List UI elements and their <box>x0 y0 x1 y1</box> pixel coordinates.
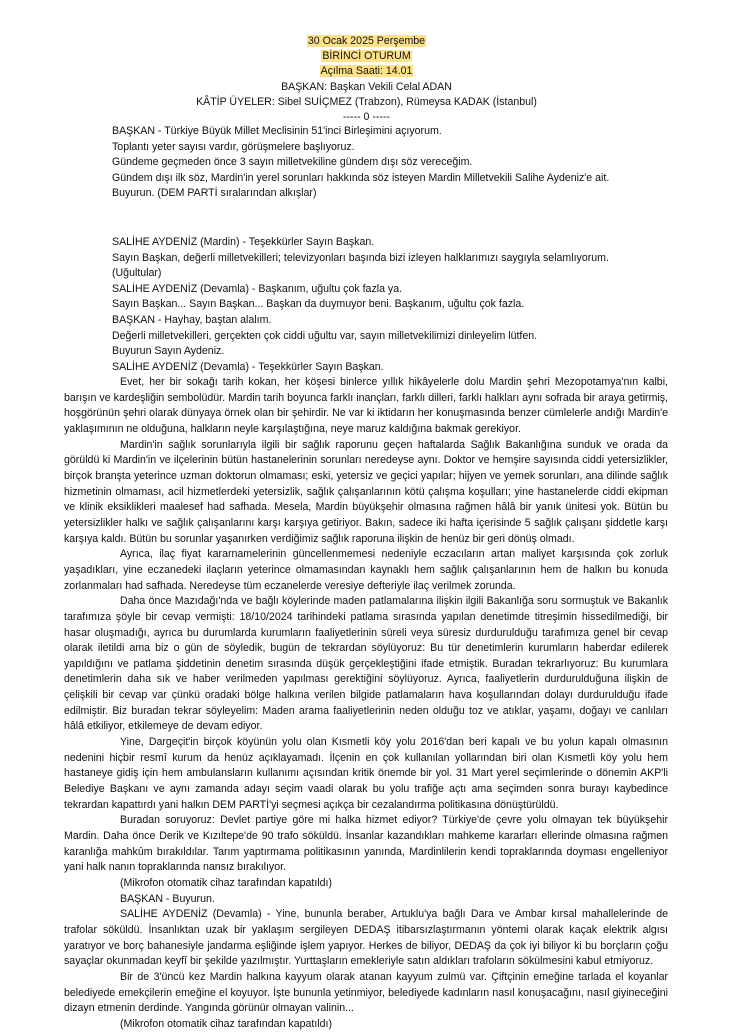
exchange-block <box>88 235 650 375</box>
speech-line: BAŞKAN - Hayhay, baştan alalım. <box>112 313 272 326</box>
mic-cut-note: (Mikrofon otomatik cihaz tarafından kapatıldı) <box>120 1017 332 1030</box>
chair-reply: BAŞKAN - Buyurun. <box>120 892 215 905</box>
speech-line: Sayın Başkan, değerli milletvekilleri; televizyonları başında bizi izleyen halklarımızı saygıyla selamlıyorum. <box>112 251 609 264</box>
separator: ----- 0 ----- <box>342 111 391 124</box>
speech-line: (Uğultular) <box>112 267 162 280</box>
speech-paragraph: Yine, Dargeçit'in birçok köyünün yolu olan Kısmetli köy yolu 2016'dan beri kapalı ve bu yolun kapalı olmasının nedenini hiçbir resmî kurum da henüz açıklayamadı. İlçenin en çok kullanılan yollarından biri olan Kısmetli köy yolu hem hastaneye gidiş için hem ambulansların kullanımı açısından kritik önemde bir yol. 31 Mart yerel seçimlerinde o dönemin AKP'li Belediye Başkanı ve aynı zamanda adayı seçim vaadi olarak bu yolu trafiğe açtı ama seçimden sonra burayı kaybedince tekrardan kapattırdı yani halkın DEM PARTİ'yi seçmesi açıkça bir cezalandırma politikasına dönüştürüldü. <box>64 736 668 811</box>
speech-paragraph: SALİHE AYDENİZ (Devamla) - Yine, bununla beraber, Artuklu'ya bağlı Dara ve Ambar kırsal mahallelerinde de trafolar söküldü. İnsanlıktan uzak bir yaklaşım sergileyen DEDAŞ itibarsızlaştırmanın yöntemi olarak kaçak elektrik algısı yaratıyor ve borç bahanesiyle jandarma eşliğinde işlem yapıyor. Herkes de biliyor, DEDAŞ da çok iyi biliyor ki bu borçların çoğu sayaçlar okunmadan keyfî bir şekilde yazılmıştır. Yurttaşların emekleriyle satın aldıkları trafoların sökülmesini kabul etmiyoruz. <box>64 908 668 968</box>
speech-paragraph: Evet, her bir sokağı tarih kokan, her köşesi binlerce yıllık hikâyelerle dolu Mardin şehri Mezopotamya'nın kalbi, barışın ve kardeşliğin sembolüdür. Mardin tarih boyunca farklı inançları, farklı dilleri, farklı halkları aynı sofrada bir araya getirmiş, hoşgörünün şehri olarak dünyaya örnek olan bir şehirdir. Ne var ki iktidarın her konuşmasında benzer cümlelerle andığı Mardin'e yaklaşımının ne olduğuna, halkların neyle karşılaştığına, neye maruz kaldığına bakmak gerekiyor. <box>64 376 668 435</box>
mic-cut-note: (Mikrofon otomatik cihaz tarafından kapatıldı) <box>120 877 332 889</box>
clerks-line: KÂTİP ÜYELER: Sibel SUİÇMEZ (Trabzon), Rümeysa KADAK (İstanbul) <box>196 95 537 108</box>
speech-body <box>64 375 668 1033</box>
opening-time: Açılma Saati: 14.01 <box>320 65 413 78</box>
session-date: 30 Ocak 2025 Perşembe <box>307 35 426 47</box>
speech-line: SALİHE AYDENİZ (Devamla) - Başkanım, uğultu çok fazla ya. <box>112 282 403 295</box>
opening-line: Gündeme geçmeden önce 3 sayın milletvekiline gündem dışı söz vereceğim. <box>112 156 473 169</box>
chair-line: BAŞKAN: Başkan Vekili Celal ADAN <box>281 80 452 93</box>
opening-line: BAŞKAN - Türkiye Büyük Millet Meclisinin 51'inci Birleşimini açıyorum. <box>112 125 442 137</box>
speech-paragraph: Daha önce Mazıdağı'nda ve bağlı köylerinde maden patlamalarına ilişkin ilgili Bakanlığa soru sormuştuk ve Bakanlık tarafımıza şöyle bir cevap vermişti: 18/10/2024 tarihindeki patlama sırasında yapılan denetimde titreşimin hissedilmediği, bir hasar oluşmadığı, ayrıca bu durumlarda kurumların faaliyetlerinin süreli veya süresiz durdurulduğu tarafımıza genel bir cevap olarak iletildi ama biz o gün de söyledik, bugün de tekrardan söylüyoruz: Bu tür denetimlerin kurumların haberdar edilerek yapıldığını ve patlama şiddetinin denetim sırasında düşük gerçekleştiğini ifade etmiştik. Buradan tekrarlıyoruz: Bu kurumlara denetimlerin daha sık ve haber verilmeden yapılması gerektiğini söylüyoruz. Ayrıca, faaliyetlerin durdurulduğuna ilişkin de çelişkili bir cevap var çünkü oradaki bölge halkına verilen bilgide patlamaların hava koşullarından dolayı durdurulduğu ifade edilmiştir. Biz buradan tekrar söyleyelim: Maden arama faaliyetlerinin neden olduğu toz ve atıklar, yaşamı, doğayı ve canlıları hâlâ etkiliyor, etkilemeye de devam ediyor. <box>64 595 668 733</box>
speech-line: Değerli milletvekilleri, gerçekten çok ciddi uğultu var, sayın milletvekilimizi dinleyelim lütfen. <box>112 329 538 342</box>
speech-paragraph: Bir de 3'üncü kez Mardin halkına kayyum olarak atanan kayyum zulmü var. Çiftçinin emeğine tarlada el koyanlar belediyede emekçilerin emeğine el koyuyor. İşte bununla yetinmiyor, belediyede kadınların nasıl konuşacağını, nasıl giyineceğini dizayn etmenin derdinde. Yangında görünür olmayan valinin... <box>64 970 668 1015</box>
opening-line: Toplantı yeter sayısı vardır, görüşmelere başlıyoruz. <box>112 140 355 153</box>
speech-line: SALİHE AYDENİZ (Devamla) - Teşekkürler Sayın Başkan. <box>112 360 384 373</box>
speech-paragraph: Buradan soruyoruz: Devlet partiye göre mi halka hizmet ediyor? Türkiye'de çevre yolu olmayan tek büyükşehir Mardin. Daha önce Derik ve Kızıltepe'de 90 trafo söküldü. İnsanlar kazandıkları mahkeme kararları ellerinde olmasına rağmen karanlığa mahkûm bırakıldılar. Tarım yaptırmama politikasının yanında, Mardinlilerin kendi topraklarında doyması engelleniyor yani halk nanın topraklarında nansız bırakılıyor. <box>64 814 668 874</box>
session-header <box>0 34 733 125</box>
opening-line: Gündem dışı ilk söz, Mardin'in yerel sorunları hakkında söz isteyen Mardin Milletvekili Salihe Aydeniz'e ait. <box>112 171 610 184</box>
speech-paragraph: Ayrıca, ilaç fiyat kararnamelerinin güncellenmemesi nedeniyle eczacıların artan maliyet karşısında çok zorluk yaşadıkları, yine eczanedeki ilaçların yeterince olmamasından kaynaklı hem sağlık çalışanlarının hem de halkın bu konuda zorlanmaları had safhada. Neredeyse tüm eczanelerde veresiye defteriyle ilaç verilmek zorunda. <box>64 548 668 592</box>
speech-line: SALİHE AYDENİZ (Mardin) - Teşekkürler Sayın Başkan. <box>112 236 375 248</box>
opening-line: Buyurun. (DEM PARTİ sıralarından alkışlar) <box>112 187 317 200</box>
session-title: BİRİNCİ OTURUM <box>322 50 411 63</box>
opening-block <box>88 124 650 202</box>
speech-line: Buyurun Sayın Aydeniz. <box>112 345 225 358</box>
speech-paragraph: Mardin'in sağlık sorunlarıyla ilgili bir sağlık raporunu geçen haftalarda Sağlık Bakanlığına sunduk ve orada da görüldü ki Mardin'in ve ilçelerinin bütün hastanelerinin sorunları neredeyse aynı. Doktor ve hemşire sayısında ciddi yetersizlikler, birçok branşta yeterince uzman doktorun olmaması; eski, yetersiz ve geçici yapılar; hijyen ve yemek sorunları, ana dilinde sağlık hizmetinin olmaması, acil hizmetlerdeki yetersizlik, sağlık çalışanlarının kötü çalışma koşulları; yine hastanelerde ciddi ekipman ve klinik eksiklikleri maalesef had safhada. Mesela, Mardin büyükşehir olmasına rağmen hâlâ bir yanık ünitesi yok. Bütün bu yetersizlikler halkı ve sağlık çalışanlarını karşı karşıya getiriyor. Bakın, sadece iki hafta içerisinde 5 sağlık çalışanı şiddetle karşı karşıya kaldı. Bütün bu sorunlar yaşanırken verdiğimiz sağlık raporuna ilişkin de henüz bir geri dönüş olmadı. <box>64 438 668 545</box>
speech-line: Sayın Başkan... Sayın Başkan... Başkan da duymuyor beni. Başkanım, uğultu çok fazla. <box>112 298 525 311</box>
